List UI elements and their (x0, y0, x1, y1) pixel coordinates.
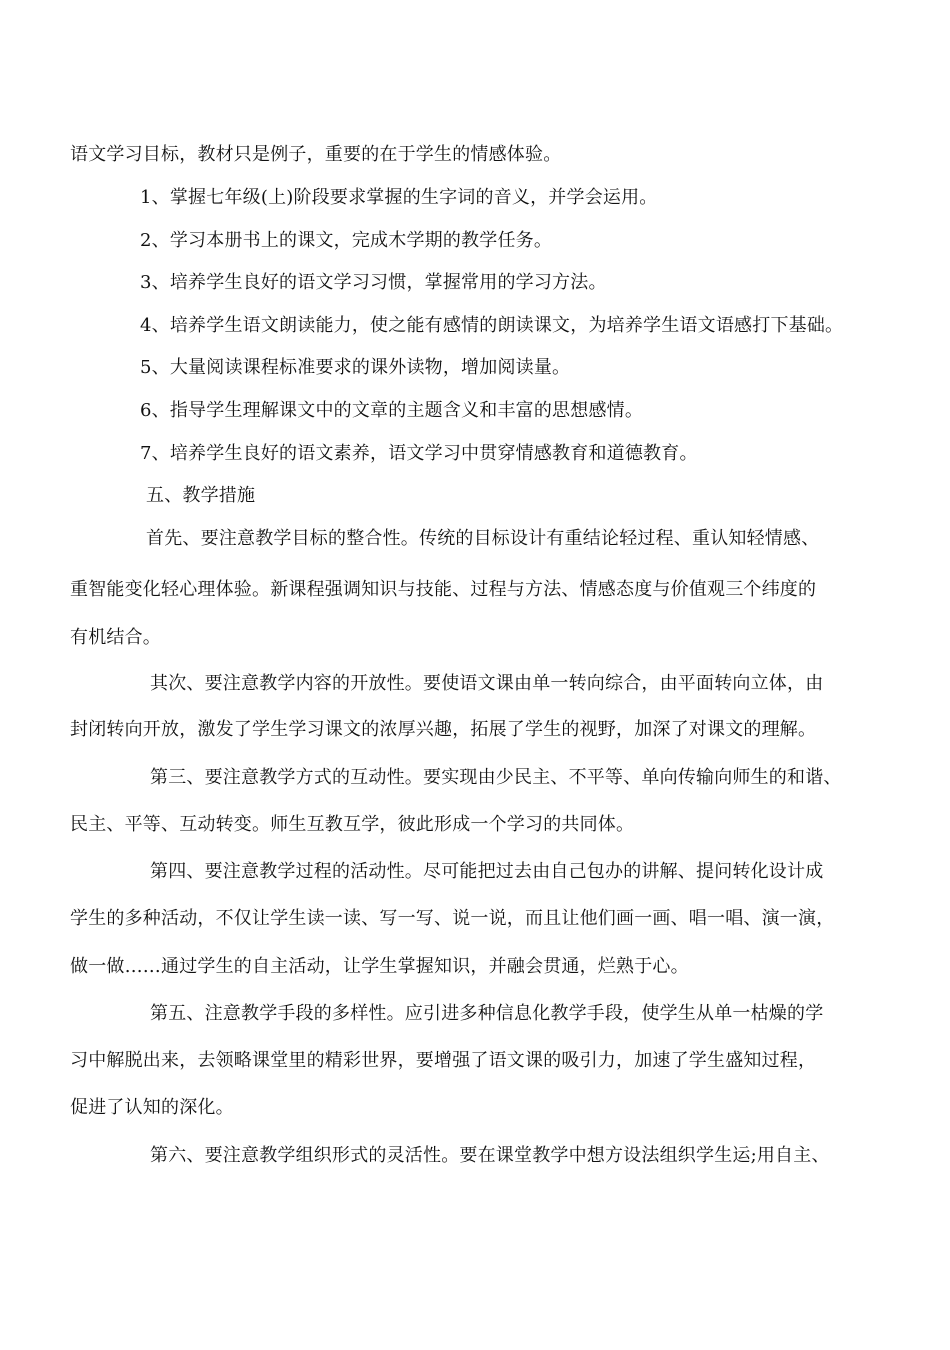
paragraph-line: 封闭转向开放，激发了学生学习课文的浓厚兴趣，拓展了学生的视野，加深了对课文的理解。 (70, 719, 817, 740)
section-heading: 五、教学措施 (146, 485, 256, 506)
paragraph-line: 有机结合。 (70, 627, 161, 648)
list-item-3: 3、培养学生良好的语文学习习惯，掌握常用的学习方法。 (140, 272, 607, 293)
paragraph-line: 其次、要注意教学内容的开放性。要使语文课由单一转向综合，由平面转向立体，由 (150, 673, 824, 694)
paragraph-line: 民主、平等、互动转变。师生互教互学，彼此形成一个学习的共同体。 (70, 814, 635, 835)
list-item-4: 4、培养学生语文朗读能力，使之能有感情的朗读课文，为培养学生语文语感打下基础。 (140, 315, 844, 336)
list-item-7: 7、培养学生良好的语文素养，语文学习中贯穿情感教育和道德教育。 (140, 443, 698, 464)
paragraph-line: 促进了认知的深化。 (70, 1097, 234, 1118)
list-item-6: 6、指导学生理解课文中的文章的主题含义和丰富的思想感情。 (140, 400, 644, 421)
list-item-5: 5、大量阅读课程标准要求的课外读物，增加阅读量。 (140, 357, 571, 378)
list-item-2: 2、学习本册书上的课文，完成木学期的教学任务。 (140, 230, 553, 251)
paragraph-line: 做一做……通过学生的自主活动，让学生掌握知识，并融会贯通，烂熟于心。 (70, 956, 689, 977)
text-line: 语文学习目标，教材只是例子，重要的在于学生的情感体验。 (70, 144, 562, 165)
paragraph-line: 第三、要注意教学方式的互动性。要实现由少民主、不平等、单向传输向师生的和谐、 (150, 767, 842, 788)
list-item-1: 1、掌握七年级(上)阶段要求掌握的生字词的音义，并学会运用。 (140, 187, 658, 208)
paragraph-line: 第四、要注意教学过程的活动性。尽可能把过去由自己包办的讲解、提问转化设计成 (150, 861, 824, 882)
paragraph-line: 学生的多种活动，不仅让学生读一读、写一写、说一说，而且让他们画一画、唱一唱、演一演， (70, 908, 835, 929)
paragraph-line: 第六、要注意教学组织形式的灵活性。要在课堂教学中想方设法组织学生运;用自主、 (150, 1145, 830, 1166)
paragraph-line: 首先、要注意教学目标的整合性。传统的目标设计有重结论轻过程、重认知轻情感、 (146, 528, 820, 549)
paragraph-line: 习中解脱出来，去领略课堂里的精彩世界，要增强了语文课的吸引力，加速了学生盛知过程， (70, 1050, 817, 1071)
paragraph-line: 第五、注意教学手段的多样性。应引进多种信息化教学手段，使学生从单一枯燥的学 (150, 1003, 824, 1024)
paragraph-line: 重智能变化轻心理体验。新课程强调知识与技能、过程与方法、情感态度与价值观三个纬度的 (70, 579, 817, 600)
